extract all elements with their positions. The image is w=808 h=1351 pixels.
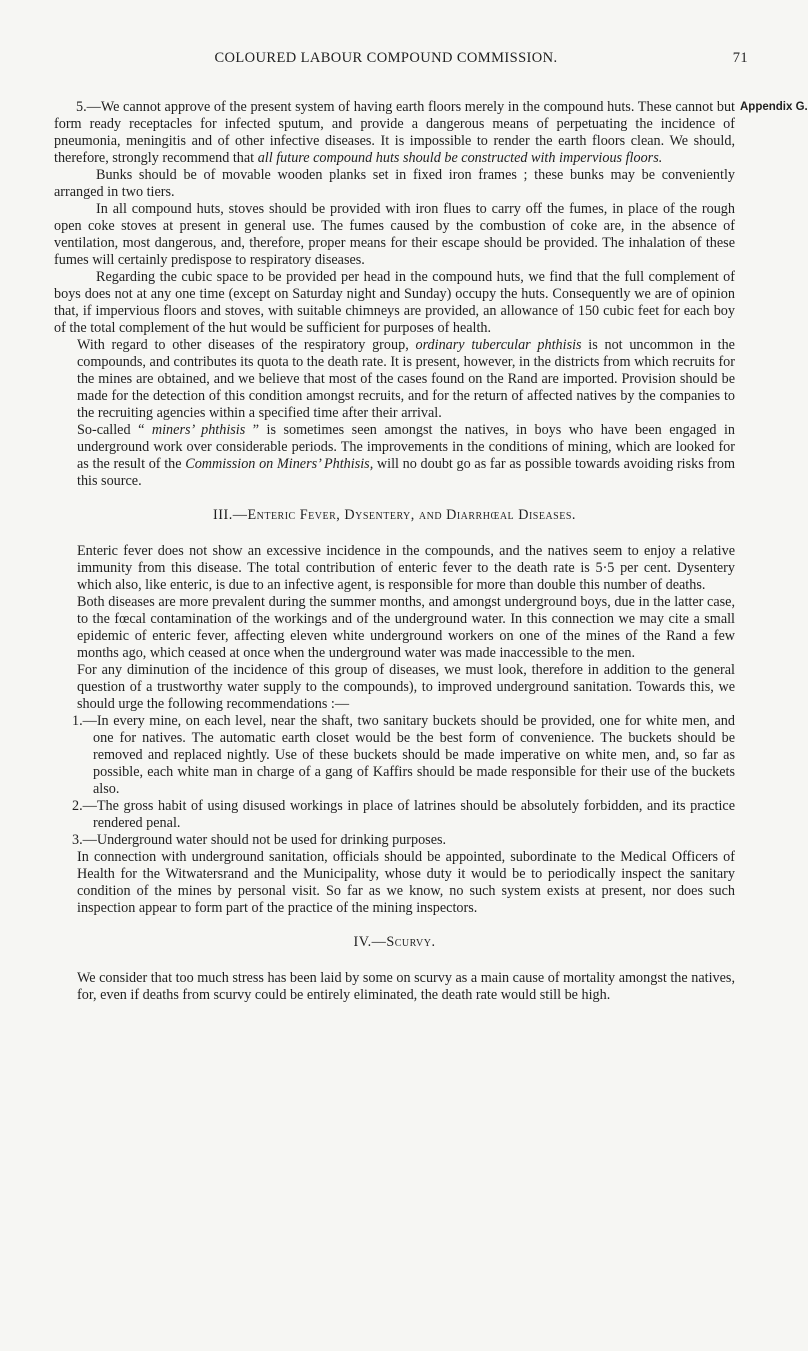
paragraph-text: 5.—We cannot approve of the present system of having earth floors merely in the compound huts. These cannot but form ready receptacles for infected sputum, and provide a dangerous means of perpetuating the incidence of pneumonia, meningitis and of other infective diseases. It is impossible to render the earth floors clean. We should, therefore, strongly recommend that	[54, 99, 735, 166]
recommendation-item: 1.—In every mine, on each level, near the shaft, two sanitary buckets should be provided, one for white men, and one for natives. The automatic earth closet would be the best form of convenience. The buckets should be removed and replaced nightly. Use of these buckets should be made imperative on white men, and, so far as possible, each white man in charge of a gang of Kaffirs should be made responsible for their use of the buckets also.	[72, 713, 735, 797]
recommendation-item: 3.—Underground water should not be used for drinking purposes.	[72, 832, 447, 848]
paragraph-enteric-diminution: For any diminution of the incidence of this group of diseases, we must look, therefore in addition to the general question of a trustworthy water supply to the compounds), to improved underground sanitation. Towards this, we should urge the following recommendations :—	[77, 662, 735, 712]
paragraph-text: With regard to other diseases of the respiratory group,	[77, 337, 416, 353]
emphasis-text: miners’ phthisis	[151, 422, 246, 438]
section-heading-scurvy	[54, 934, 735, 951]
paragraph-text: ” is sometimes seen amongst the natives, in boys who have been engaged in underground work over considerable periods. The improvements in the conditions of mining, which are looked for as the result of the	[77, 422, 736, 472]
section-heading-enteric	[54, 507, 735, 524]
paragraph-text: will no doubt go as far as possible towards avoiding risks from this source.	[77, 456, 736, 489]
recommendation-item: 2.—The gross habit of using disused workings in place of latrines should be absolutely forbidden, and its practice rendered penal.	[72, 798, 735, 831]
paragraph-bunks: Bunks should be of movable wooden planks set in fixed iron frames ; these bunks may be conveniently arranged in two tiers.	[54, 167, 735, 200]
section-title: Scurvy.	[386, 934, 436, 950]
paragraph-enteric-prevalence: Both diseases are more prevalent during the summer months, and amongst underground boys, due in the latter case, to the fœcal contamination of the workings and of the underground water. In this connection we may cite a small epidemic of enteric fever, affecting eleven white underground workers on one of the mines of the Rand a few months ago, which ceased at once when the underground water was made inaccessible to the men.	[77, 594, 735, 661]
paragraph-earth-floors	[54, 99, 735, 167]
paragraph-enteric-intro: Enteric fever does not show an excessive incidence in the compounds, and the natives seem to enjoy a relative immunity from this disease. The total contribution of enteric fever to the death rate is 5·5 per cent. Dysentery which also, like enteric, is due to an infective agent, is responsible for more than double this number of deaths.	[77, 543, 735, 593]
paragraph-text: So-called “	[77, 422, 152, 438]
emphasis-text: all future compound huts should be constructed with impervious floors.	[257, 150, 663, 166]
section-number: IV.—	[353, 934, 387, 950]
appendix-margin-note: Appendix G.	[740, 101, 808, 113]
page-header-title: COLOURED LABOUR COMPOUND COMMISSION.	[214, 50, 558, 66]
paragraph-scurvy: We consider that too much stress has been laid by some on scurvy as a main cause of mortality amongst the natives, for, even if deaths from scurvy could be entirely eliminated, the death rate would still be high.	[77, 970, 735, 1003]
emphasis-text: Commission on Miners’ Phthisis,	[185, 456, 374, 472]
document-body	[54, 99, 735, 1004]
paragraph-phthisis	[54, 337, 735, 422]
paragraph-text: is not uncommon in the compounds, and contributes its quota to the death rate. It is present, however, in the districts from which recruits for the mines are obtained, and we believe that most of the cases found on the Rand are imported. Provision should be made for the detection of this condition amongst recruits, and for the return of affected natives by the companies to the recruiting agencies within a specified time after their arrival.	[77, 337, 735, 421]
paragraph-sanitation-officials: In connection with underground sanitation, officials should be appointed, subordinate to the Medical Officers of Health for the Witwatersrand and the Municipality, whose duty it would be to periodically inspect the sanitary condition of the mines by personal visit. So far as we know, no such system exists at present, nor does such inspection appear to form part of the practice of the mining inspectors.	[77, 849, 735, 916]
paragraph-stoves: In all compound huts, stoves should be provided with iron flues to carry off the fumes, in place of the rough open coke stoves at present in general use. The fumes caused by the combustion of coke are, in the absence of ventilation, most dangerous, and, therefore, proper means for their escape should be provided. The inhalation of these fumes will certainly predispose to respiratory diseases.	[54, 201, 735, 268]
emphasis-text: ordinary tubercular phthisis	[415, 337, 582, 353]
page-number: 71	[732, 50, 748, 66]
paragraph-miners-phthisis	[54, 422, 735, 490]
section-number: III.—	[213, 507, 248, 523]
paragraph-cubic-space: Regarding the cubic space to be provided per head in the compound huts, we find that the full complement of boys does not at any one time (except on Saturday night and Sunday) occupy the huts. Consequently we are of opinion that, if impervious floors and stoves, with suitable chimneys are provided, an allowance of 150 cubic feet for each boy of the total complement of the hut would be sufficient for purposes of health.	[54, 269, 735, 336]
section-title: Enteric Fever, Dysentery, and Diarrhœal Diseases.	[247, 507, 576, 523]
